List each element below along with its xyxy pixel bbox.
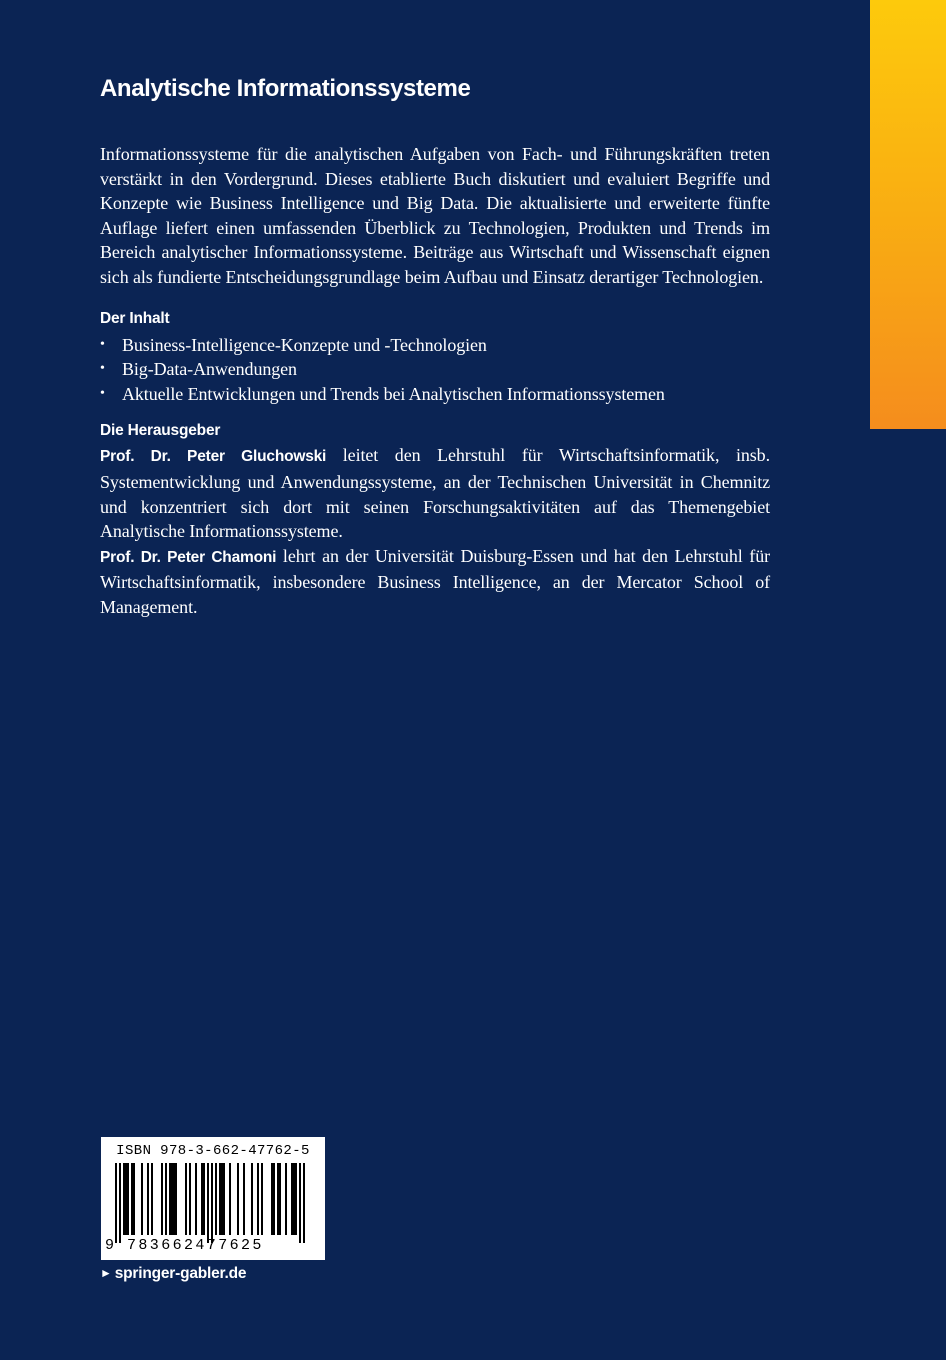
intro-paragraph: Informationssysteme für die analytischen Aufgaben von Fach- und Führungskräften treten verstärkt in den Vordergrund. Dieses etablierte Buch diskutiert und evaluiert Begriffe und Konzepte wie Business Intelligence und Big Data. Die aktualisierte und erweiterte fünfte Auflage liefert einen umfassenden Überblick zu Technologien, Produkten und Trends im Bereich analytischer Informationssysteme. Beiträge aus Wirtschaft und Wissenschaft eignen sich als fundierte Entscheidungsgrundlage beim Aufbau und Einsatz derartiger Technologien. bbox=[100, 144, 770, 287]
barcode-bar bbox=[257, 1163, 259, 1235]
list-item bbox=[100, 357, 770, 382]
isbn-label: ISBN 978-3-662-47762-5 bbox=[116, 1143, 310, 1159]
list-item bbox=[100, 333, 770, 358]
barcode-bar bbox=[211, 1163, 213, 1243]
bullet-icon: • bbox=[100, 361, 105, 377]
barcode-bar bbox=[169, 1163, 171, 1235]
barcode-bar bbox=[237, 1163, 239, 1235]
barcode-bar bbox=[279, 1163, 281, 1235]
barcode-bar bbox=[243, 1163, 245, 1235]
barcode-first-digit: 9 bbox=[105, 1237, 115, 1254]
barcode-bar bbox=[161, 1163, 163, 1235]
list-item-text: Big-Data-Anwendungen bbox=[122, 359, 297, 380]
barcode-bar bbox=[273, 1163, 275, 1235]
arrow-right-icon: ► bbox=[100, 1266, 112, 1280]
barcode-bar bbox=[127, 1163, 129, 1235]
list-item bbox=[100, 382, 770, 407]
barcode-bar bbox=[261, 1163, 263, 1235]
barcode-bar bbox=[285, 1163, 287, 1235]
website-url: springer-gabler.de bbox=[114, 1265, 247, 1282]
barcode-bar bbox=[203, 1163, 205, 1235]
barcode-bar bbox=[221, 1163, 223, 1235]
editor-bio-chamoni bbox=[100, 544, 770, 620]
editor-name: Prof. Dr. Peter Chamoni bbox=[100, 548, 277, 566]
barcode-bar bbox=[215, 1163, 217, 1235]
isbn-barcode bbox=[101, 1137, 325, 1260]
barcode-bar bbox=[219, 1163, 221, 1235]
barcode-bar bbox=[123, 1163, 125, 1235]
barcode-bar bbox=[189, 1163, 191, 1235]
list-item-text: Business-Intelligence-Konzepte und -Technologien bbox=[122, 334, 487, 355]
accent-color-bar bbox=[870, 0, 946, 429]
barcode-bar bbox=[251, 1163, 253, 1235]
barcode-bar bbox=[171, 1163, 173, 1235]
barcode-bar bbox=[223, 1163, 225, 1235]
editor-bio-text: lehrt an der Universität Duisburg-Essen und hat den Lehrstuhl für Wirtschaftsinformatik, insbesondere Business Intelligence, an der Mercator School of Management. bbox=[100, 545, 770, 617]
editor-bio-text: leitet den Lehrstuhl für Wirtschaftsinformatik, insb. Systementwicklung und Anwendungssysteme, an der Technischen Universität in Chemnitz und konzentriert sich dort mit seinen Forschungsaktivitäten auf das Themengebiet Analytische Informationssysteme. bbox=[100, 445, 770, 542]
publisher-website[interactable] bbox=[100, 1264, 246, 1284]
barcode-bar bbox=[271, 1163, 273, 1235]
barcode-bar bbox=[175, 1163, 177, 1235]
barcode-bar bbox=[147, 1163, 149, 1235]
barcode-bar bbox=[125, 1163, 127, 1235]
barcode-bar bbox=[201, 1163, 203, 1235]
barcode-bar bbox=[277, 1163, 279, 1235]
barcode-bar bbox=[293, 1163, 295, 1235]
barcode-bar bbox=[291, 1163, 293, 1235]
barcode-bars bbox=[115, 1163, 311, 1243]
editor-bio-gluchowski bbox=[100, 443, 770, 543]
barcode-bar bbox=[141, 1163, 143, 1235]
barcode-bar bbox=[115, 1163, 117, 1243]
barcode-bar bbox=[119, 1163, 121, 1243]
book-title: Analytische Informationssysteme bbox=[100, 75, 471, 102]
barcode-bar bbox=[195, 1163, 197, 1235]
editor-name: Prof. Dr. Peter Gluchowski bbox=[100, 448, 327, 466]
bullet-icon: • bbox=[100, 336, 105, 352]
barcode-bar bbox=[229, 1163, 231, 1235]
barcode-bar bbox=[151, 1163, 153, 1235]
barcode-bar bbox=[185, 1163, 187, 1235]
barcode-bar bbox=[173, 1163, 175, 1235]
barcode-bar bbox=[303, 1163, 305, 1243]
barcode-bar bbox=[165, 1163, 167, 1235]
contents-heading: Der Inhalt bbox=[100, 309, 170, 327]
barcode-digit-string: 783662477625 bbox=[127, 1237, 264, 1254]
barcode-bar bbox=[299, 1163, 301, 1243]
barcode-bar bbox=[133, 1163, 135, 1235]
contents-list bbox=[100, 333, 770, 407]
list-item-text: Aktuelle Entwicklungen und Trends bei Analytischen Informationssystemen bbox=[122, 383, 665, 404]
back-cover-text bbox=[100, 74, 770, 620]
editors-heading: Die Herausgeber bbox=[100, 422, 221, 440]
barcode-bar bbox=[207, 1163, 209, 1243]
barcode-bar bbox=[131, 1163, 133, 1235]
bullet-icon: • bbox=[100, 385, 105, 401]
barcode-bar bbox=[295, 1163, 297, 1235]
